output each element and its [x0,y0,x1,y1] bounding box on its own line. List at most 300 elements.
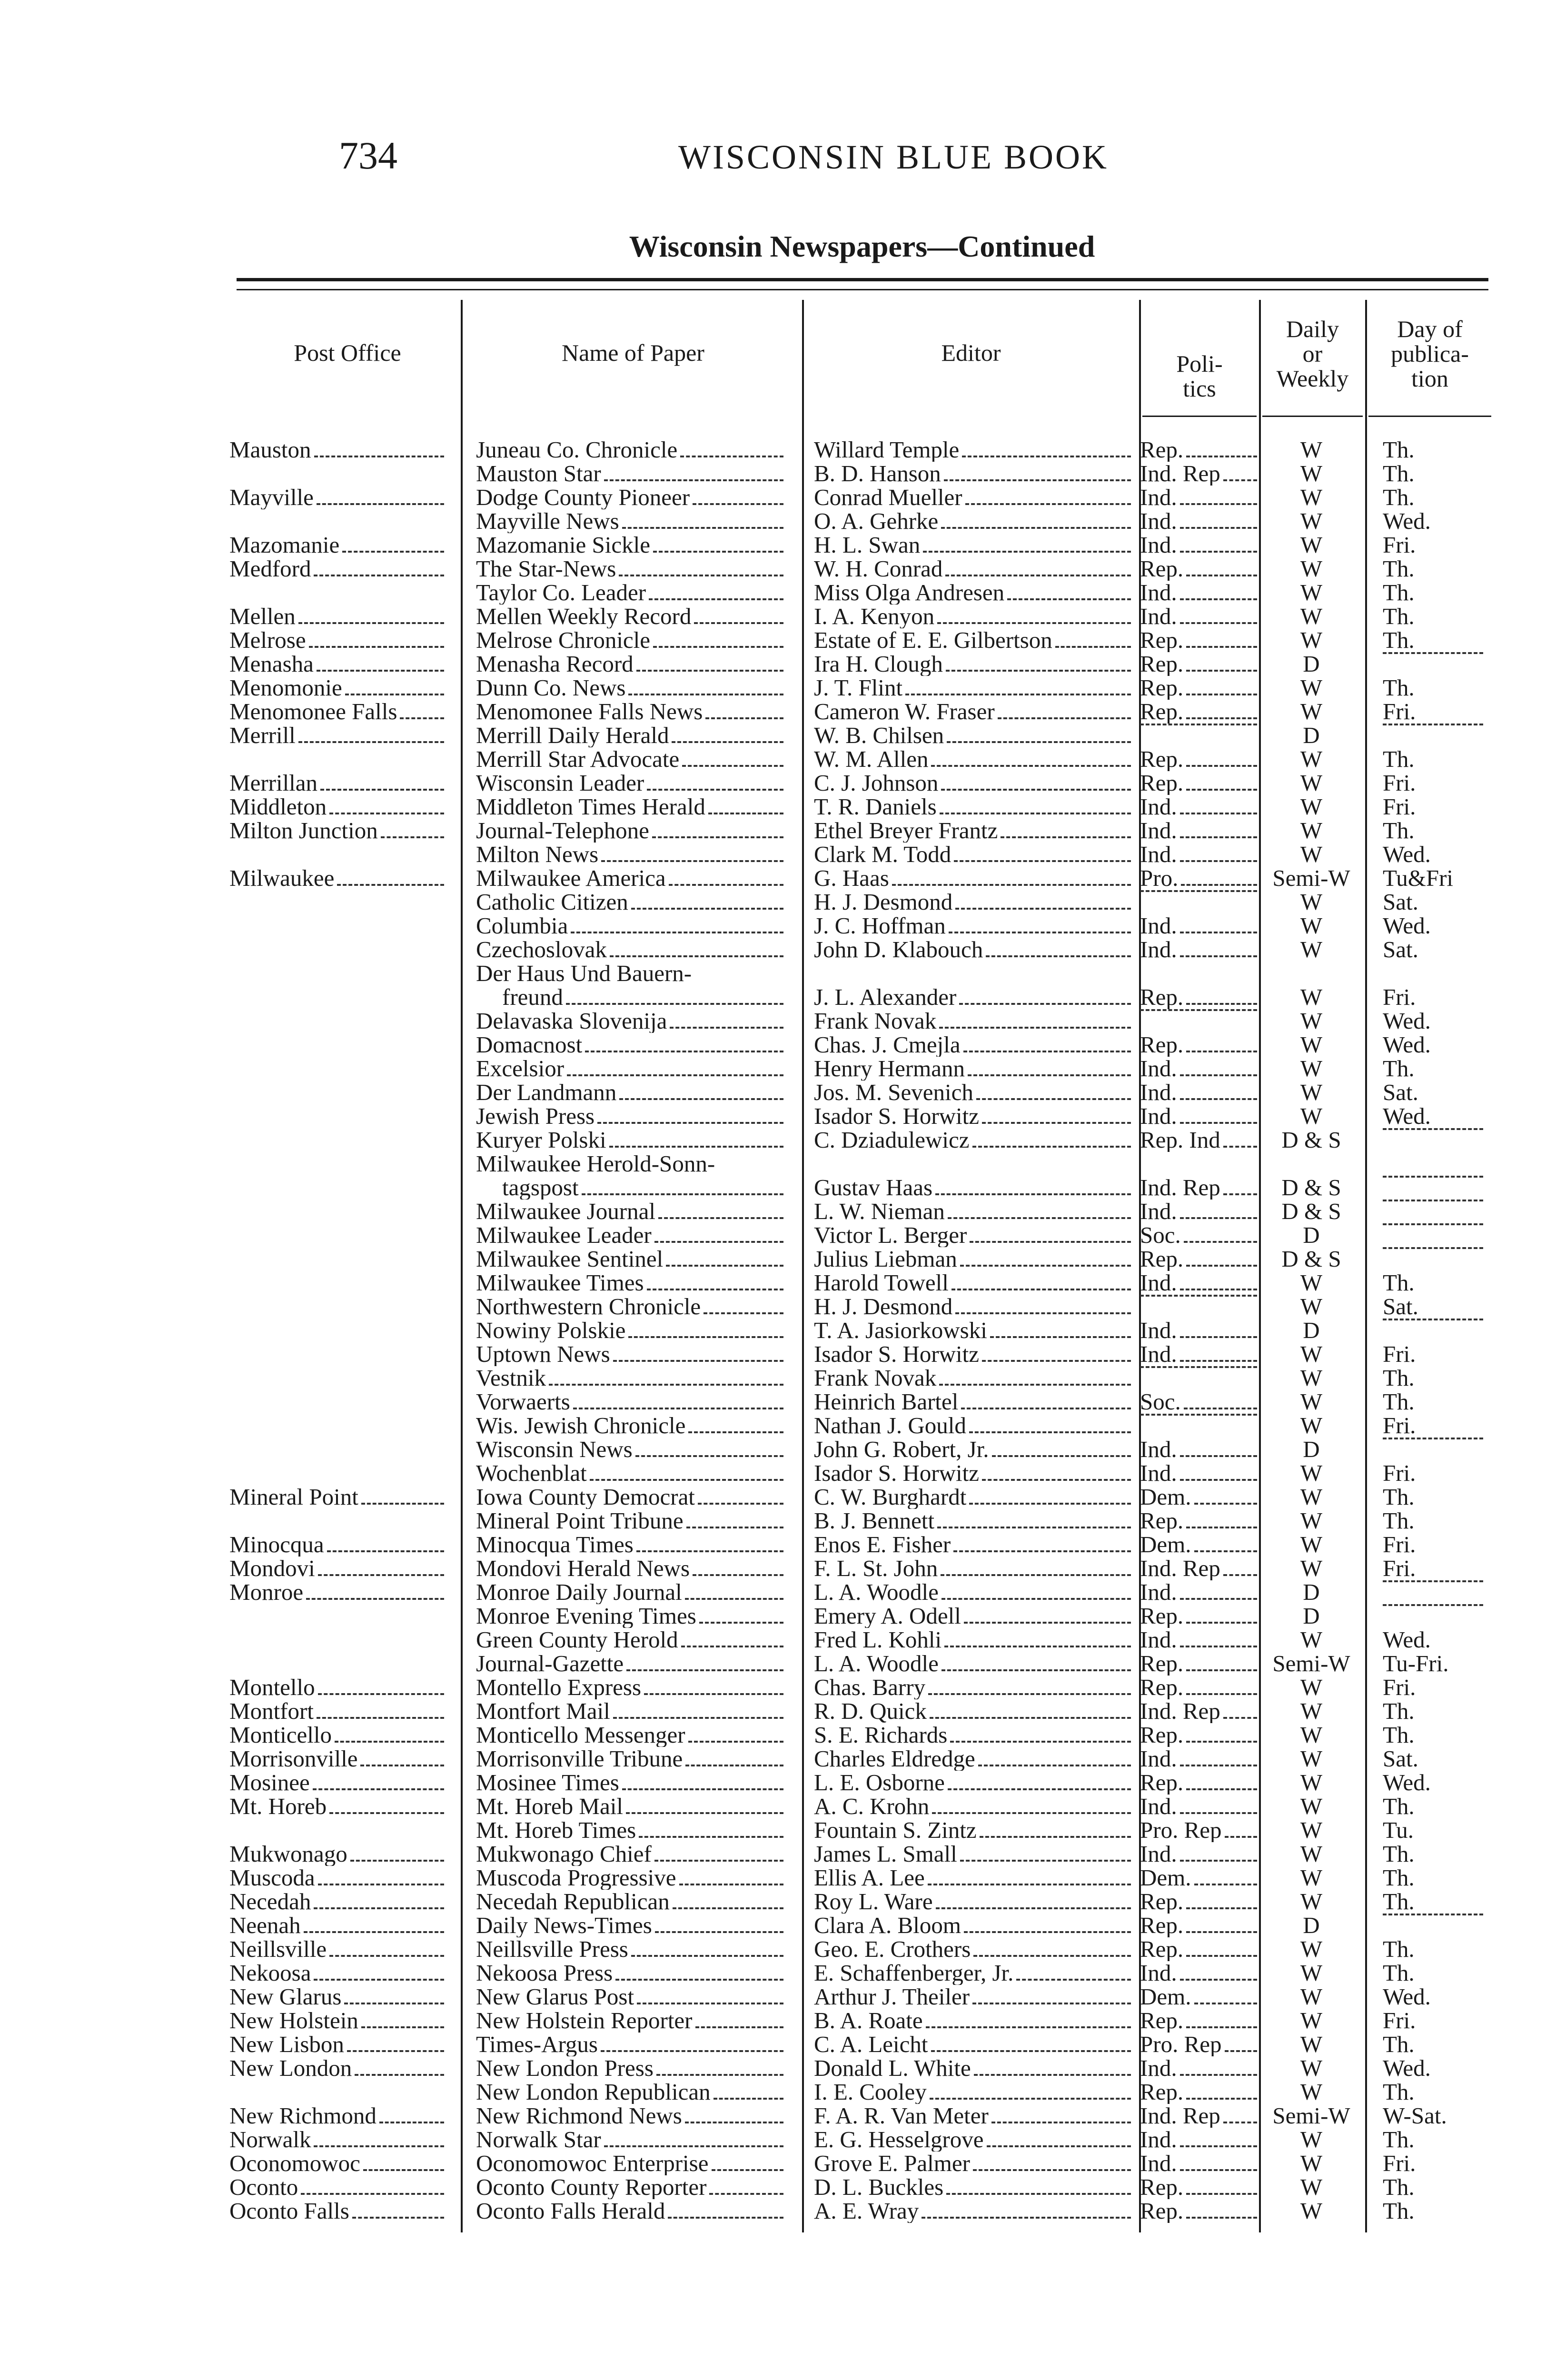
table-row [0,1033,1546,1057]
paper-name-cell-text: Menasha Record [476,652,634,676]
daily-weekly-cell [1261,1557,1361,1580]
editor-cell [814,1128,1133,1152]
table-row [0,938,1546,962]
publication-day-cell [1383,1295,1485,1319]
dot-leader [352,2217,444,2219]
paper-name-cell [476,1771,785,1795]
paper-name-cell-text: New Holstein Reporter [476,2009,693,2033]
publication-day-cell [1383,1795,1485,1818]
editor-cell [814,2175,1133,2199]
paper-name-cell [476,1176,785,1200]
daily-weekly-cell [1261,628,1361,652]
editor-cell [814,1176,1133,1200]
table-row [0,819,1546,843]
editor-cell [814,747,1133,771]
editor-cell-text: Isador S. Horwitz [814,1461,980,1485]
dot-leader [654,1860,783,1862]
post-office-cell [229,1914,446,1937]
publication-day-cell [1383,1461,1485,1485]
publication-day-cell [1383,1533,1485,1557]
paper-name-cell [476,1057,785,1081]
publication-day-cell [1383,866,1485,890]
dot-leader [991,2122,1131,2123]
paper-name-cell [476,1604,785,1628]
editor-cell-text: Geo. E. Crothers [814,1937,971,1961]
dot-leader [619,1098,783,1100]
dot-leader [549,1384,783,1386]
post-office-cell [229,724,446,747]
paper-name-cell-text: Milwaukee Sentinel [476,1247,664,1271]
daily-weekly-cell [1261,1438,1361,1461]
daily-weekly-cell-text: D [1303,652,1320,676]
daily-weekly-cell [1261,1747,1361,1771]
paper-name-cell-text: Monroe Evening Times [476,1604,696,1628]
publication-day-cell [1383,1319,1485,1342]
newspaper-table-body [0,438,1546,2223]
post-office-cell-text: Oconto Falls [229,2199,349,2223]
politics-cell [1140,2056,1259,2080]
politics-cell [1140,1081,1259,1104]
paper-name-cell-text: Journal-Gazette [476,1652,624,1676]
editor-cell-text: B. A. Roate [814,2009,923,2033]
dot-leader [619,575,783,576]
publication-day-cell [1383,509,1485,533]
post-office-cell-text: Mauston [229,438,311,462]
politics-cell [1140,985,1259,1009]
dot-leader [1186,789,1257,791]
daily-weekly-cell-text: W [1300,1271,1323,1295]
editor-cell [814,866,1133,890]
publication-day-cell [1383,533,1485,557]
publication-day-cell [1383,2080,1485,2104]
publication-day-cell [1383,1223,1485,1247]
publication-day-cell [1383,1699,1485,1723]
dot-leader [960,1265,1131,1267]
table-row [0,581,1546,605]
dot-leader [649,598,783,600]
daily-weekly-cell-text: Semi-W [1272,866,1350,890]
dot-leader [1180,932,1257,933]
table-row [0,914,1546,938]
dot-leader [313,1788,444,1790]
paper-name-cell [476,533,785,557]
editor-cell [814,914,1133,938]
dot-leader [306,1598,444,1600]
editor-cell-text: W. M. Allen [814,747,929,771]
dot-leader [567,1074,783,1076]
politics-cell [1140,1057,1259,1081]
daily-weekly-cell-text: W [1300,628,1323,652]
publication-day-cell [1383,1438,1485,1461]
daily-weekly-cell-text: W [1300,1676,1323,1699]
publication-day-cell-text: Th. [1383,2199,1415,2223]
publication-day-cell-text: Th. [1383,1890,1415,1914]
paper-name-cell [476,581,785,605]
post-office-cell [229,819,446,843]
paper-name-cell-text: Czechoslovak [476,938,607,962]
daily-weekly-cell-text: W [1300,1795,1323,1818]
daily-weekly-cell [1261,509,1361,533]
header-daily-line1: Daily [1286,316,1339,342]
paper-name-cell [476,1985,785,2009]
post-office-cell-text: Montello [229,1676,315,1699]
dot-leader [932,1812,1131,1814]
paper-name-cell [476,1961,785,1985]
publication-day-cell [1383,1485,1485,1509]
dot-leader [1225,2050,1258,2052]
header-day-line1: Day of [1397,316,1463,342]
publication-day-cell-text: Wed. [1383,914,1431,938]
politics-cell-text: Ind. [1140,2128,1177,2152]
dot-leader [1180,1360,1257,1362]
paper-name-cell-text: Milton News [476,843,599,866]
dot-leader [615,1979,783,1981]
politics-cell [1140,1438,1259,1461]
dot-leader [318,1884,444,1885]
paper-name-cell-text: Muscoda Progressive [476,1866,676,1890]
dot-leader [940,813,1131,814]
table-row [0,1699,1546,1723]
daily-weekly-cell-text: W [1300,1081,1323,1104]
dot-leader [1383,724,1483,725]
post-office-cell [229,2128,446,2152]
publication-day-cell [1383,914,1485,938]
dot-leader [360,1765,444,1766]
editor-cell-text: Gustav Haas [814,1176,933,1200]
daily-weekly-cell [1261,1818,1361,1842]
editor-cell [814,938,1133,962]
politics-cell [1140,2080,1259,2104]
paper-name-cell [476,1009,785,1033]
daily-weekly-cell [1261,1033,1361,1057]
post-office-cell-text: Menomonee Falls [229,700,397,724]
politics-cell-text: Rep. Ind [1140,1128,1220,1152]
top-rule-thin [237,289,1488,290]
dot-leader [946,2193,1131,2195]
politics-cell [1140,962,1259,985]
dot-leader [972,1146,1131,1148]
daily-weekly-cell [1261,1699,1361,1723]
politics-cell [1140,1200,1259,1223]
dot-leader [1186,1622,1257,1624]
paper-name-cell-text: Excelsior [476,1057,565,1081]
politics-cell [1140,1033,1259,1057]
daily-weekly-cell [1261,2104,1361,2128]
publication-day-cell [1383,581,1485,605]
post-office-cell [229,486,446,509]
table-row [0,1914,1546,1937]
dot-leader [1186,1907,1257,1909]
politics-cell-text: Pro. [1140,866,1179,890]
publication-day-cell-text: Fri. [1383,1414,1416,1438]
publication-day-cell-text: Fri. [1383,1342,1416,1366]
publication-day-cell-text: Wed. [1383,2056,1431,2080]
post-office-cell-text: Menasha [229,652,314,676]
dot-leader [639,1836,783,1838]
paper-name-cell [476,1580,785,1604]
dot-leader [636,1550,783,1552]
politics-cell [1140,890,1259,914]
post-office-cell [229,1366,446,1390]
editor-cell [814,628,1133,652]
dot-leader [1194,1884,1258,1885]
publication-day-cell [1383,1176,1485,1200]
editor-cell [814,1604,1133,1628]
publication-day-cell-text: Th. [1383,1390,1415,1414]
editor-cell-text: Julius Liebman [814,1247,957,1271]
post-office-cell [229,2056,446,2080]
daily-weekly-cell-text: D [1303,1914,1320,1937]
post-office-cell [229,1985,446,2009]
politics-cell [1140,1890,1259,1914]
dot-leader [965,503,1131,505]
table-row [0,1485,1546,1509]
editor-cell [814,1342,1133,1366]
paper-name-cell-text: Neillsville Press [476,1937,628,1961]
paper-name-cell [476,1699,785,1723]
dot-leader [318,1574,444,1576]
dot-leader [344,2003,444,2004]
editor-cell [814,771,1133,795]
daily-weekly-cell-text: W [1300,1414,1323,1438]
dot-leader [597,1122,783,1124]
table-row [0,1081,1546,1104]
politics-cell-text: Rep. [1140,985,1184,1009]
dot-leader [685,1765,783,1766]
publication-day-cell-text: Fri. [1383,1461,1416,1485]
dot-leader [955,1312,1131,1314]
publication-day-cell [1383,557,1485,581]
editor-cell-text: H. J. Desmond [814,1295,953,1319]
paper-name-cell-text: Vorwaerts [476,1390,570,1414]
politics-cell [1140,1152,1259,1176]
table-row [0,1342,1546,1366]
editor-cell [814,1081,1133,1104]
paper-name-cell-text: Wochenblat [476,1461,587,1485]
dot-leader [653,646,783,648]
paper-name-cell [476,1152,785,1176]
politics-cell-text: Ind. [1140,1342,1177,1366]
paper-name-cell-text: Mt. Horeb Mail [476,1795,623,1818]
editor-cell-text: L. A. Woodle [814,1652,939,1676]
paper-name-cell-text: Milwaukee Times [476,1271,644,1295]
paper-name-cell [476,1890,785,1914]
dot-leader [998,717,1131,719]
daily-weekly-cell [1261,1223,1361,1247]
politics-cell-text: Rep. [1140,1509,1184,1533]
table-row [0,1604,1546,1628]
daily-weekly-cell [1261,914,1361,938]
dot-leader [970,1241,1131,1243]
table-row [0,2104,1546,2128]
dot-leader [1223,1574,1257,1576]
dot-leader [628,1336,783,1338]
post-office-cell-text: New Lisbon [229,2033,344,2056]
paper-name-cell-text: Necedah Republican [476,1890,670,1914]
post-office-cell [229,652,446,676]
editor-cell-text: Chas. J. Cmejla [814,1033,961,1057]
table-row [0,509,1546,533]
politics-cell [1140,2199,1259,2223]
dot-leader [327,1550,444,1552]
daily-weekly-cell-text: D [1303,1604,1320,1628]
publication-day-cell [1383,1985,1485,2009]
dot-leader [335,1741,444,1743]
publication-day-cell [1383,1890,1485,1914]
daily-weekly-cell [1261,1628,1361,1652]
table-row [0,2199,1546,2223]
politics-cell [1140,1604,1259,1628]
dot-leader [566,1003,783,1005]
politics-cell [1140,724,1259,747]
post-office-cell [229,1557,446,1580]
post-office-cell [229,1533,446,1557]
politics-cell-text: Ind. [1140,1580,1177,1604]
paper-name-cell [476,2033,785,2056]
politics-cell-text: Rep. [1140,557,1184,581]
dot-leader [964,1622,1131,1624]
daily-weekly-cell [1261,557,1361,581]
daily-weekly-cell [1261,533,1361,557]
paper-name-cell-text: Milwaukee America [476,866,666,890]
publication-day-cell [1383,938,1485,962]
paper-name-cell-text: Domacnost [476,1033,583,1057]
table-row [0,866,1546,890]
paper-name-cell-text: Morrisonville Tribune [476,1747,683,1771]
dot-leader [1383,1176,1483,1178]
table-row [0,1628,1546,1652]
editor-cell-text: Fountain S. Zintz [814,1818,977,1842]
editor-cell [814,1152,1133,1176]
politics-cell [1140,843,1259,866]
publication-day-cell [1383,2175,1485,2199]
dot-leader [381,836,444,838]
daily-weekly-cell-text: W [1300,938,1323,962]
publication-day-cell [1383,1961,1485,1985]
editor-cell-text: Frank Novak [814,1009,937,1033]
header-rule [1368,416,1491,417]
daily-weekly-cell-text: W [1300,1818,1323,1842]
dot-leader [1186,456,1257,457]
publication-day-cell [1383,628,1485,652]
publication-day-cell [1383,1414,1485,1438]
paper-name-cell [476,2152,785,2175]
dot-leader [959,1003,1131,1005]
table-row [0,2056,1546,2080]
dot-leader [973,1955,1131,1957]
editor-cell-text: Cameron W. Fraser [814,700,995,724]
paper-name-cell [476,557,785,581]
editor-cell-text: Frank Novak [814,1366,937,1390]
dot-leader [960,1860,1131,1862]
dot-leader [1180,1812,1257,1814]
editor-cell [814,1390,1133,1414]
politics-cell [1140,1866,1259,1890]
daily-weekly-cell-text: W [1300,819,1323,843]
post-office-cell [229,557,446,581]
publication-day-cell-text: Th. [1383,438,1415,462]
paper-name-cell-text: Mondovi Herald News [476,1557,690,1580]
post-office-cell [229,1604,446,1628]
politics-cell-text: Ind. [1140,2056,1177,2080]
dot-leader [944,479,1131,481]
paper-name-cell [476,747,785,771]
paper-name-cell [476,1723,785,1747]
dot-leader [622,1788,783,1790]
editor-cell [814,1509,1133,1533]
politics-cell-text: Ind. [1140,1081,1177,1104]
post-office-cell [229,1795,446,1818]
dot-leader [1184,1408,1257,1409]
publication-day-cell [1383,2056,1485,2080]
paper-name-cell [476,914,785,938]
table-row [0,1200,1546,1223]
dot-leader [693,1574,783,1576]
dot-leader [686,1527,783,1528]
daily-weekly-cell-text: Semi-W [1272,1652,1350,1676]
politics-cell [1140,700,1259,724]
politics-cell [1140,914,1259,938]
dot-leader [936,1907,1131,1909]
politics-cell [1140,771,1259,795]
table-row [0,985,1546,1009]
table-row [0,1104,1546,1128]
editor-cell-text: A. E. Wray [814,2199,919,2223]
daily-weekly-cell-text: W [1300,1937,1323,1961]
editor-cell [814,557,1133,581]
politics-cell-text: Rep. [1140,676,1184,700]
politics-cell-text: Pro. Rep [1140,1818,1222,1842]
politics-cell [1140,1985,1259,2009]
daily-weekly-cell [1261,1914,1361,1937]
politics-cell [1140,1723,1259,1747]
publication-day-cell-text: Th. [1383,1723,1415,1747]
paper-name-cell-text: Norwalk Star [476,2128,601,2152]
header-rule [1142,416,1257,417]
publication-day-cell-text: Tu. [1383,1818,1414,1842]
editor-cell-text: Ira H. Clough [814,652,943,676]
dot-leader [317,670,444,672]
daily-weekly-cell-text: W [1300,2009,1323,2033]
paper-name-cell [476,1557,785,1580]
publication-day-cell-text: Sat. [1383,1747,1418,1771]
post-office-cell-text: Nekoosa [229,1961,311,1985]
editor-cell-text: L. W. Nieman [814,1200,945,1223]
paper-name-cell [476,1628,785,1652]
paper-name-cell [476,1319,785,1342]
editor-cell [814,2104,1133,2128]
daily-weekly-cell [1261,1009,1361,1033]
post-office-cell [229,2199,446,2223]
editor-cell [814,2128,1133,2152]
daily-weekly-cell-text: W [1300,1771,1323,1795]
politics-cell-text: Ind. [1140,605,1177,628]
dot-leader [1140,1009,1257,1011]
politics-cell [1140,819,1259,843]
dot-leader [669,884,783,886]
table-row [0,1223,1546,1247]
publication-day-cell-text: Th. [1383,676,1415,700]
table-row [0,1723,1546,1747]
dot-leader [961,1408,1131,1409]
paper-name-cell-text: Vestnik [476,1366,546,1390]
politics-cell [1140,1699,1259,1723]
publication-day-cell [1383,1342,1485,1366]
publication-day-cell-text: Th. [1383,605,1415,628]
politics-cell [1140,1747,1259,1771]
dot-leader [1140,1295,1257,1297]
post-office-cell [229,1414,446,1438]
